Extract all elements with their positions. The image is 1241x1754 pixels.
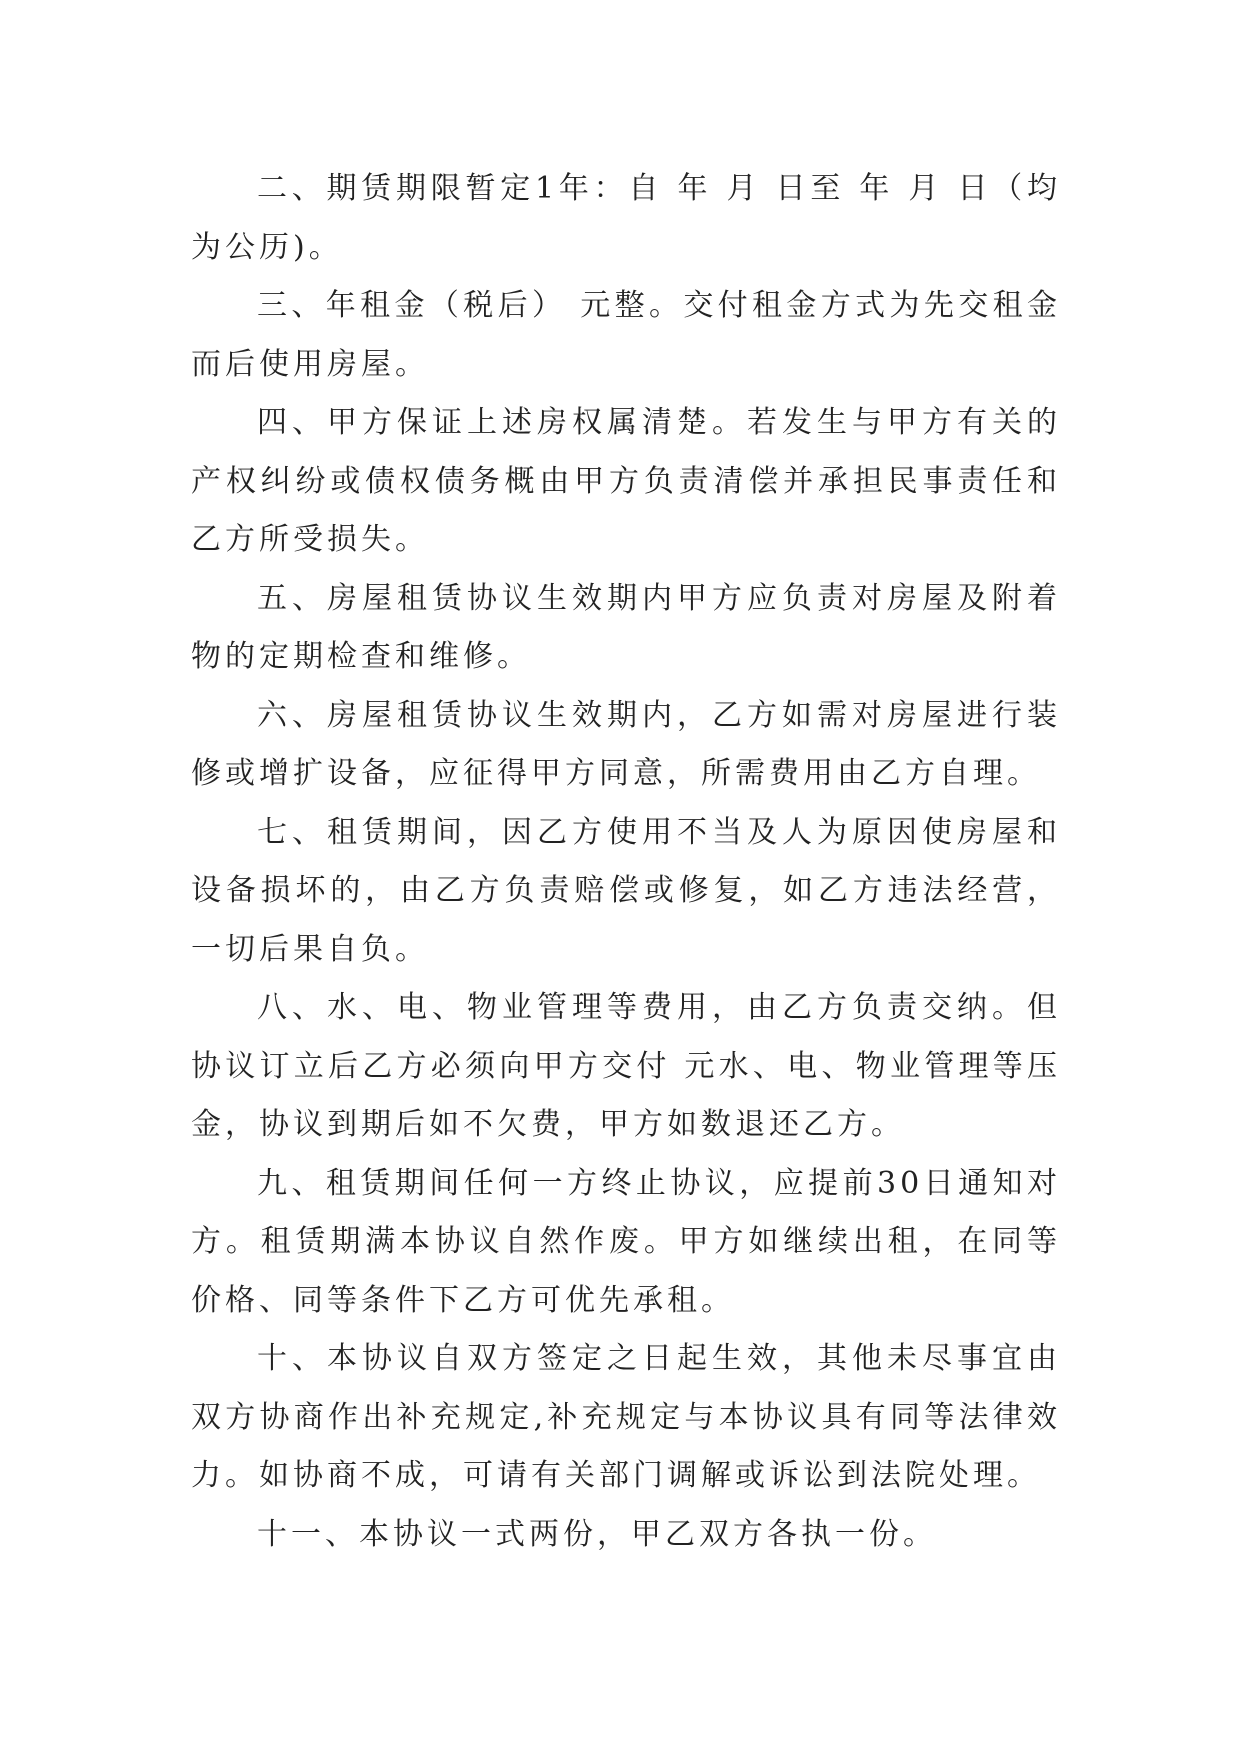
clause-effective-date: 十、本协议自双方签定之日起生效，其他未尽事宜由双方协商作出补充规定,补充规定与本协议具有同等法律效力。如协商不成，可请有关部门调解或诉讼到法院处理。: [191, 1341, 1061, 1493]
clause-utilities-deposit: 八、水、电、物业管理等费用，由乙方负责交纳。但协议订立后乙方必须向甲方交付 元水、电、物业管理等压金，协议到期后如不欠费，甲方如数退还乙方。: [191, 990, 1061, 1142]
clause-lease-term: 二、期赁期限暂定1年：自 年 月 日至 年 月 日（均为公历)。: [191, 171, 1061, 265]
clause-damage-liability: 七、租赁期间，因乙方使用不当及人为原因使房屋和设备损坏的，由乙方负责赔偿或修复，如乙方违法经营，一切后果自负。: [191, 814, 1061, 967]
clause-inspection-maintenance: 五、房屋租赁协议生效期内甲方应负责对房屋及附着物的定期检查和维修。: [191, 580, 1061, 674]
clause-termination: 九、租赁期间任何一方终止协议，应提前30日通知对方。租赁期满本协议自然作废。甲方如继续出租，在同等价格、同等条件下乙方可优先承租。: [191, 1165, 1061, 1318]
clause-copies: 十一、本协议一式两份，甲乙双方各执一份。: [257, 1516, 937, 1552]
clause-renovation: 六、房屋租赁协议生效期内，乙方如需对房屋进行装修或增扩设备，应征得甲方同意，所需费用由乙方自理。: [191, 697, 1061, 791]
clause-property-rights: 四、甲方保证上述房权属清楚。若发生与甲方有关的产权纠纷或债权债务概由甲方负责清偿并承担民事责任和乙方所受损失。: [191, 405, 1061, 557]
document-body: [191, 160, 1061, 1564]
clause-annual-rent: 三、年租金（税后） 元整。交付租金方式为先交租金而后使用房屋。: [191, 288, 1061, 382]
